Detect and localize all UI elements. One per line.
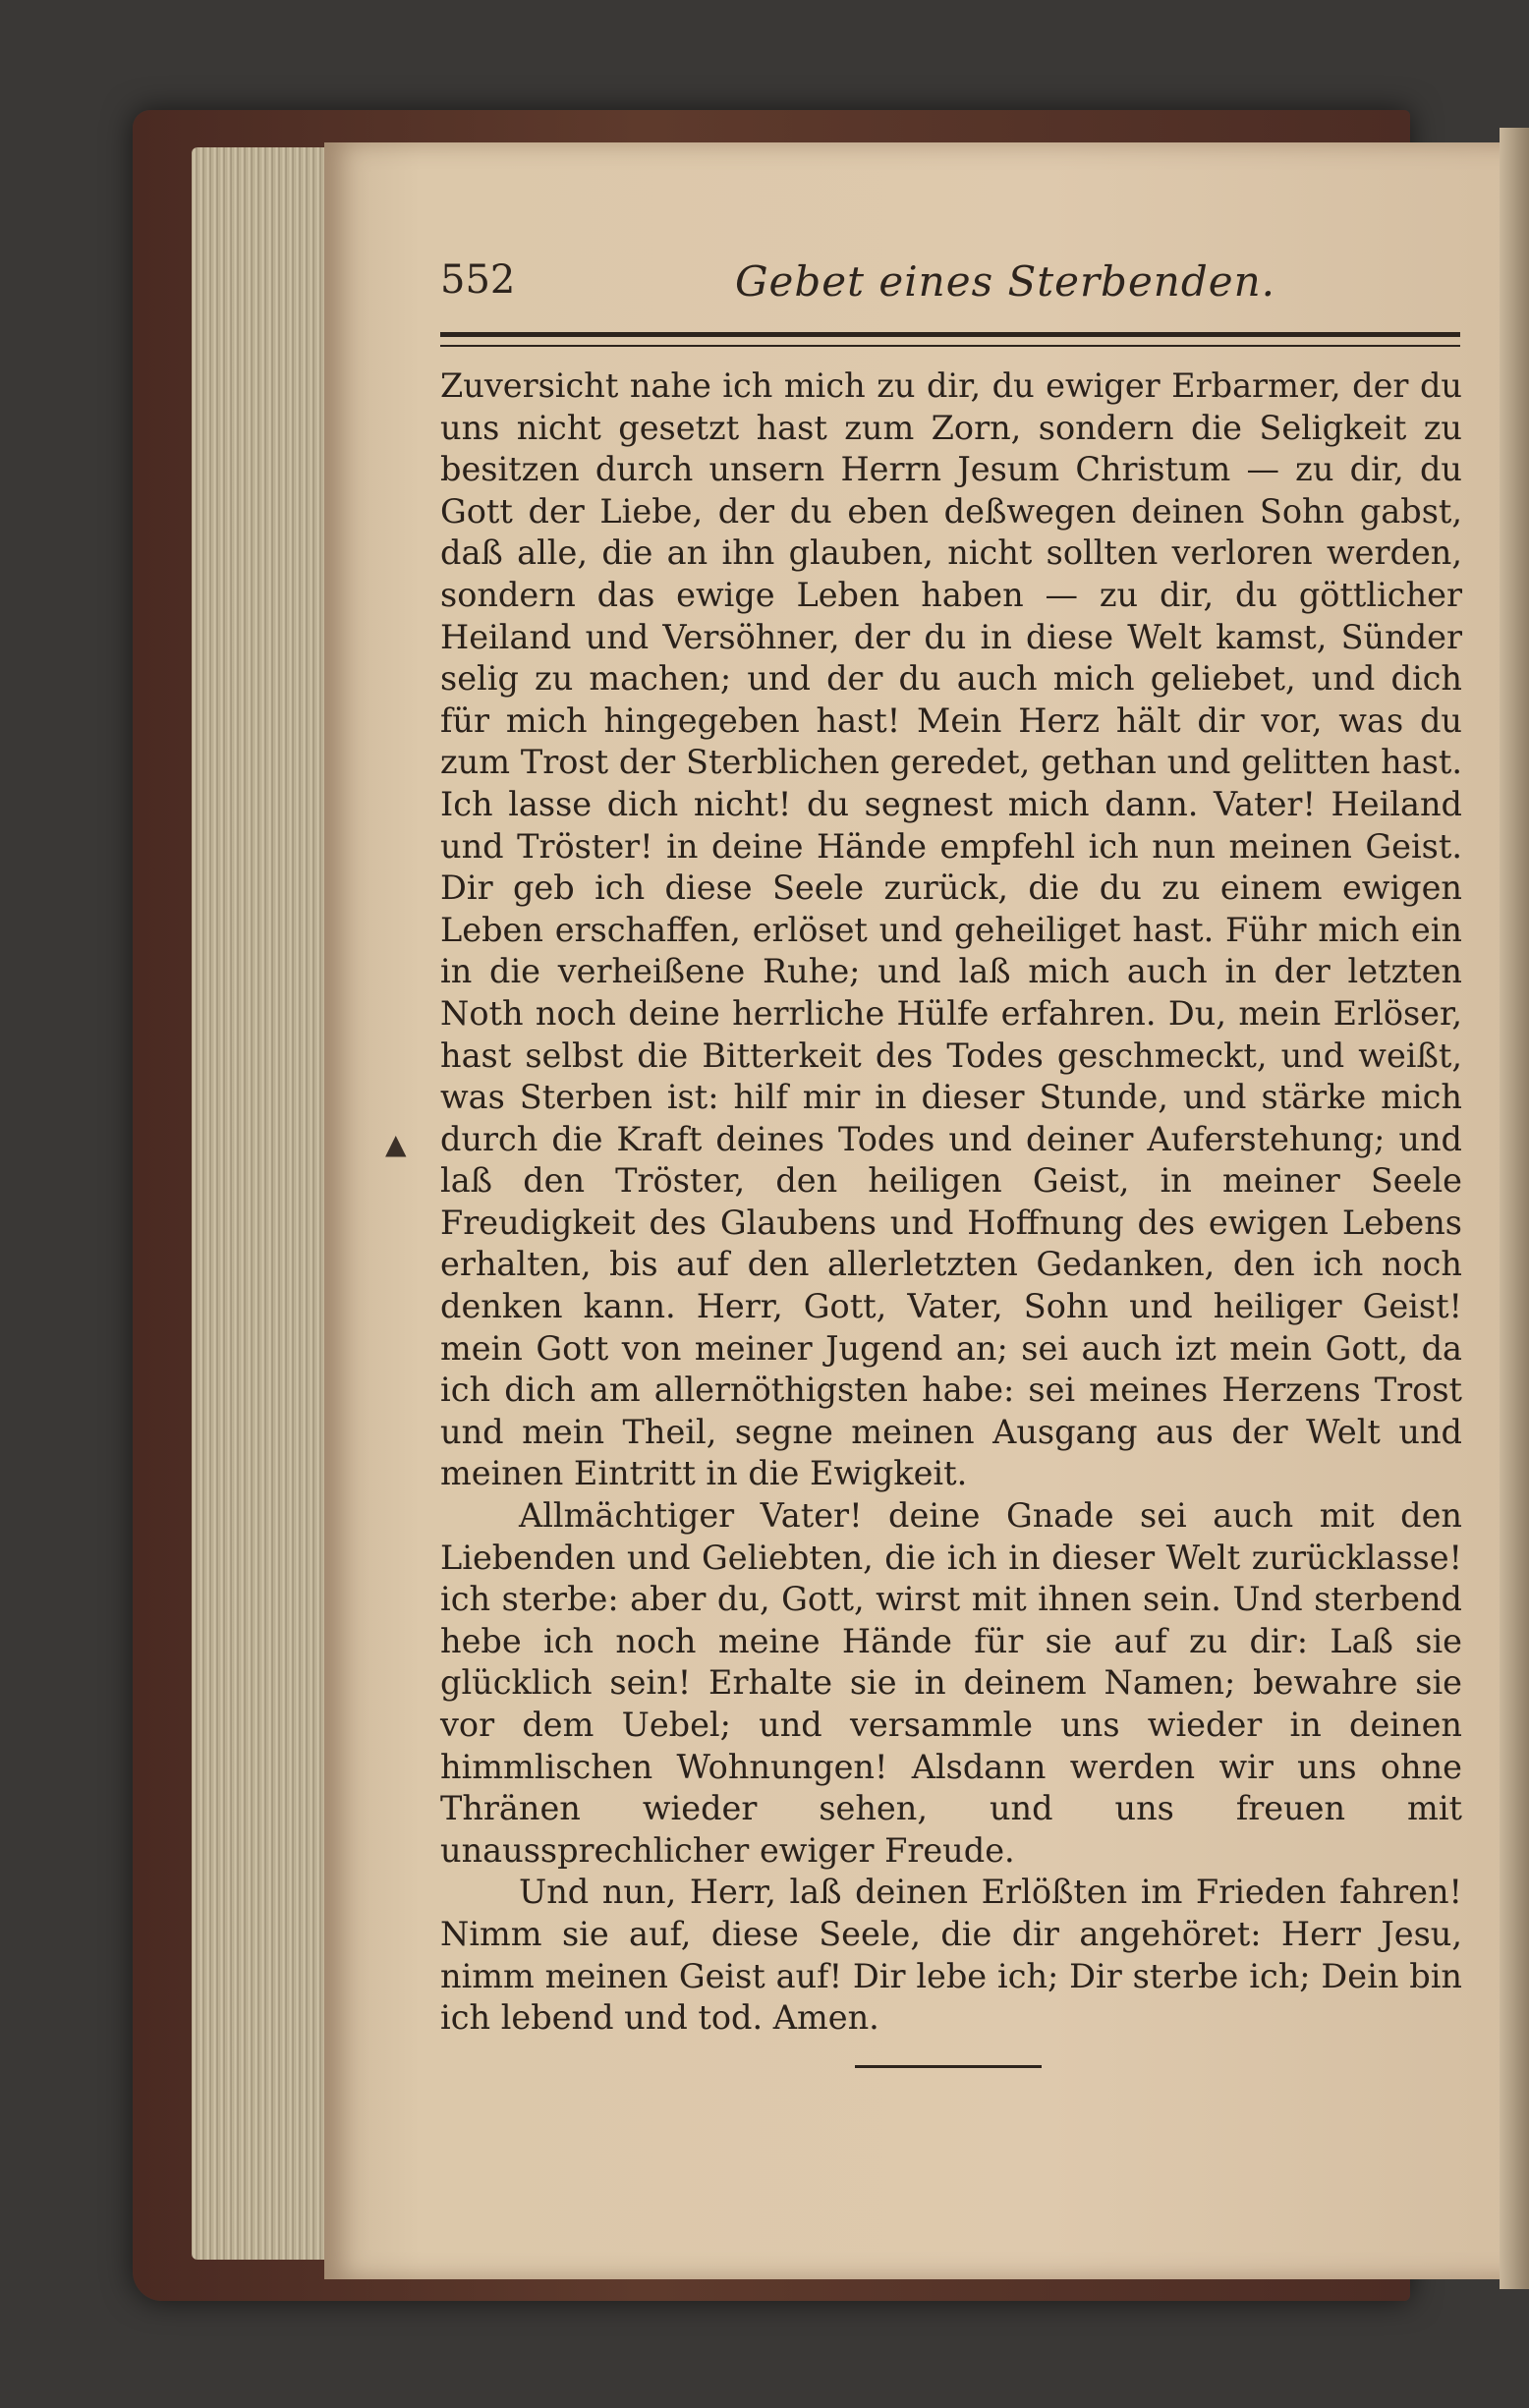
facing-page-edge [1500, 128, 1529, 2289]
paragraph-2: Allmächtiger Vater! deine Gnade sei auch mit den Liebenden und Geliebten, die ich in dieser Welt zurücklasse! ich sterbe: aber du, Gott, wirst mit ihnen sein. Und sterbend hebe ich noch meine Hände für sie auf zu dir: Laß sie glücklich sein! Erhalte sie in deinem Namen; bewahre sie vor dem Uebel; und versammle uns wieder in deinen himmlischen Wohnungen! Alsdann werden wir uns ohne Thränen wieder sehen, und uns freuen mit unaussprechlicher ewiger Freude. [440, 1496, 1462, 1870]
end-rule [855, 2065, 1042, 2068]
page-header [440, 257, 1462, 316]
paragraph-1: Zuversicht nahe ich mich zu dir, du ewiger Erbarmer, der du uns nicht gesetzt hast zum Zorn, sondern die Seligkeit zu besitzen durch unsern Herrn Jesum Christum — zu dir, du Gott der Liebe, der du eben deßwegen deinen Sohn gabst, daß alle, die an ihn glauben, nicht sollten verloren werden, sondern das ewige Leben haben — zu dir, du göttlicher Heiland und Versöhner, der du in diese Welt kamst, Sünder selig zu machen; und der du auch mich geliebet, und dich für mich hingegeben hast! Mein Herz hält dir vor, was du zum Trost der Sterblichen geredet, gethan und gelitten hast. Ich lasse dich nicht! du segnest mich dann. Vater! Heiland und Tröster! in deine Hände empfehl ich nun meinen Geist. Dir geb ich diese Seele zurück, die du zu einem ewigen Leben erschaffen, erlöset und geheiliget hast. Führ mich ein in die verheißene Ruhe; und laß mich auch in der letzten Noth noch deine herrliche Hülfe erfahren. Du, mein Erlöser, hast selbst die Bitterkeit des Todes geschmeckt, und weißt, was Sterben ist: hilf mir in dieser Stunde, und stärke mich durch die Kraft deines Todes und deiner Auferstehung; und laß den Tröster, den heiligen Geist, in meiner Seele Freudigkeit des Glaubens und Hoffnung des ewigen Lebens erhalten, bis auf den allerletzten Gedanken, den ich noch denken kann. Herr, Gott, Vater, Sohn und heiliger Geist! mein Gott von meiner Jugend an; sei auch izt mein Gott, da ich dich am allernöthigsten habe: sei meines Herzens Trost und mein Theil, segne meinen Ausgang aus der Welt und meinen Eintritt in die Ewigkeit. [440, 366, 1462, 1493]
paragraph-3: Und nun, Herr, laß deinen Erlößten im Frieden fahren! Nimm sie auf, diese Seele, die dir angehöret: Herr Jesu, nimm meinen Geist auf! Dir lebe ich; Dir sterbe ich; Dein bin ich lebend und tod. Amen. [440, 1873, 1462, 2038]
body-text [440, 365, 1462, 2040]
page-edges [192, 147, 339, 2260]
running-title: Gebet eines Sterbenden. [735, 257, 1275, 306]
page-number: 552 [440, 257, 516, 303]
header-rule [440, 332, 1460, 347]
margin-mark: ▲ [385, 1128, 407, 1160]
